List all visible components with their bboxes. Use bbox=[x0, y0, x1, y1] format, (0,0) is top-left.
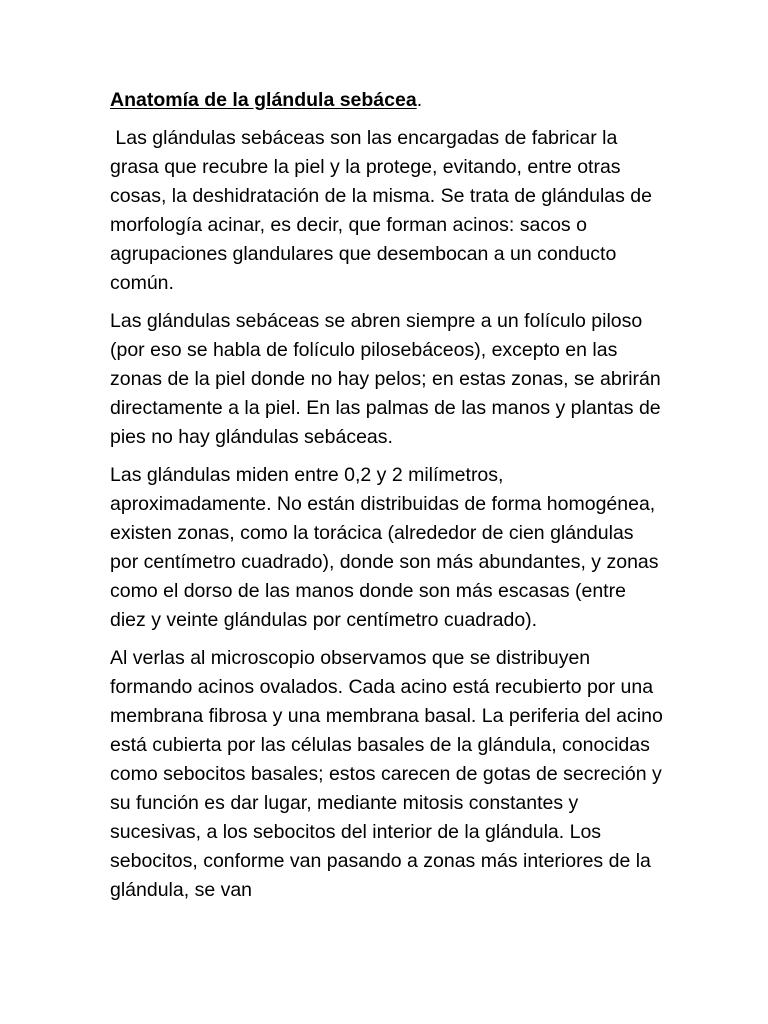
paragraph-1: Las glándulas sebáceas son las encargadas de fabricar la grasa que recubre la piel y la protege, evitando, entre otras cosas, la deshidratación de la misma. Se trata de glándulas de morfología acinar, es decir, que forman acinos: sacos o agrupaciones glandulares que desembocan a un conducto común. bbox=[110, 127, 658, 294]
paragraph-2: Las glándulas sebáceas se abren siempre a un folículo piloso (por eso se habla de folículo pilosebáceos), excepto en las zonas de la piel donde no hay pelos; en estas zonas, se abrirán directamente a la piel. En las palmas de las manos y plantas de pies no hay glándulas sebáceas. bbox=[110, 310, 661, 448]
document-title-text: Anatomía de la glándula sebácea bbox=[110, 89, 417, 111]
document-title bbox=[110, 86, 666, 115]
paragraph-4: Al verlas al microscopio observamos que se distribuyen formando acinos ovalados. Cada acino está recubierto por una membrana fibrosa y una membrana basal. La periferia del acino está cubierta por las células basales de la glándula, conocidas como sebocitos basales; estos carecen de gotas de secreción y su función es dar lugar, mediante mitosis constantes y sucesivas, a los sebocitos del interior de la glándula. Los sebocitos, conforme van pasando a zonas más interiores de la glándula, se van bbox=[110, 647, 663, 901]
paragraph-3: Las glándulas miden entre 0,2 y 2 milímetros, aproximadamente. No están distribuidas de forma homogénea, existen zonas, como la torácica (alrededor de cien glándulas por centímetro cuadrado), donde son más abundantes, y zonas como el dorso de las manos donde son más escasas (entre diez y veinte glándulas por centímetro cuadrado). bbox=[110, 464, 659, 631]
document-page bbox=[110, 86, 666, 914]
document-title-period: . bbox=[416, 89, 423, 111]
